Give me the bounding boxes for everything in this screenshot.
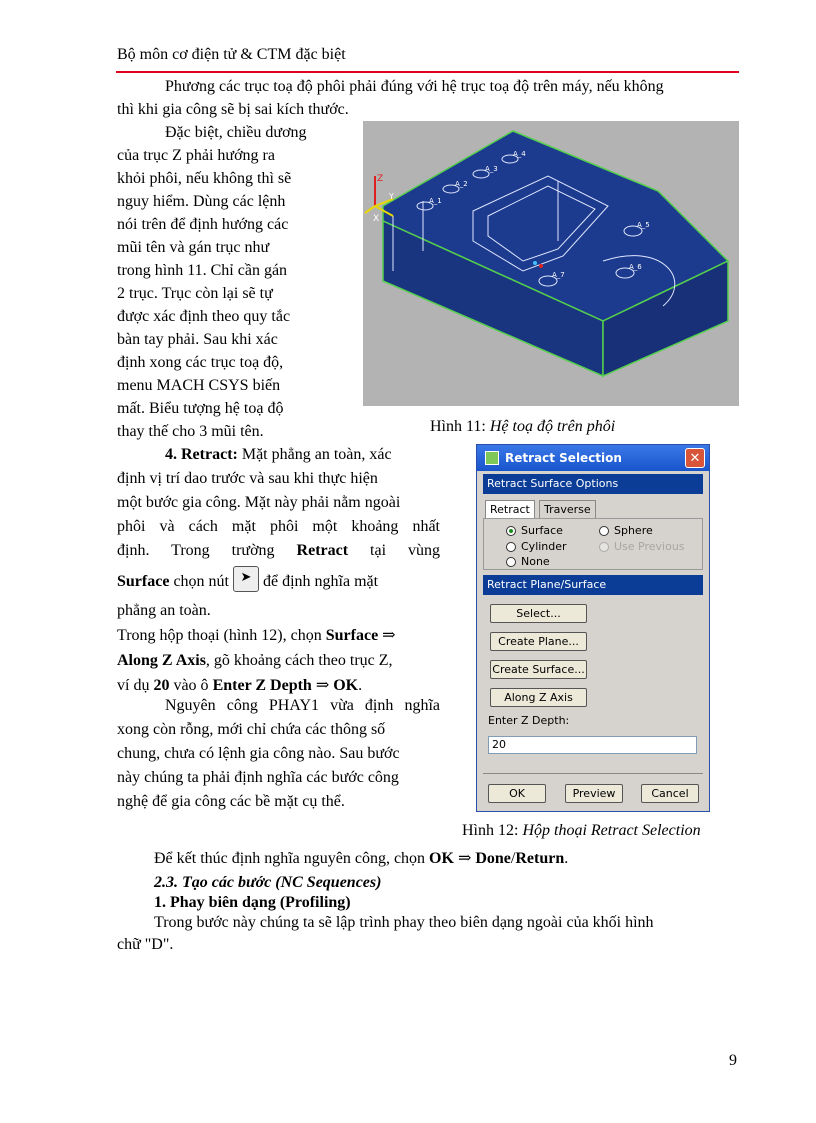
side-line: bàn tay phải. Sau khi xác xyxy=(117,331,278,348)
side-line: nói trên để định hướng các xyxy=(117,216,289,233)
text-run: Surface xyxy=(325,627,379,644)
side-line: trong hình 11. Chỉ cần gán xyxy=(117,262,288,279)
header-rule xyxy=(116,71,739,73)
phay-paragraph xyxy=(117,694,440,814)
para1-line2: thì khi gia công sẽ bị sai kích thước. xyxy=(117,101,349,118)
text-line: nghệ để gia công các bề mặt cụ thể. xyxy=(117,793,345,810)
hole-label: A_1 xyxy=(429,197,442,205)
retract-options-panel xyxy=(483,518,703,570)
figure-12-caption xyxy=(462,822,701,840)
z-depth-input[interactable]: 20 xyxy=(488,736,697,754)
caption-title: Hộp thoại Retract Selection xyxy=(522,822,701,839)
side-line: được xác định theo quy tắc xyxy=(117,308,291,325)
hole-label: A_3 xyxy=(485,165,498,173)
text-line: này chúng ta phải định nghĩa các bước công xyxy=(117,769,399,786)
text-run: tại vùng xyxy=(348,542,440,559)
text-run: , gõ khoảng cách theo trục Z, xyxy=(205,652,393,669)
text-run: chọn nút xyxy=(169,573,233,590)
text-run: Mặt phẳng an toàn, xác xyxy=(237,446,392,463)
text-line: Nguyên công PHAY1 vừa định nghĩa xyxy=(165,697,440,714)
dialog-titlebar xyxy=(477,445,709,471)
side-line: thay thế cho 3 mũi tên. xyxy=(117,423,264,440)
side-line: của trục Z phải hướng ra xyxy=(117,147,275,164)
side-line: Đặc biệt, chiều dương xyxy=(165,124,307,141)
app-icon xyxy=(485,451,499,465)
text-run: / xyxy=(510,850,516,867)
cancel-button[interactable]: Cancel xyxy=(641,784,699,803)
text-line: một bước gia công. Mặt này phải nằm ngoài xyxy=(117,494,401,511)
close-icon[interactable]: ✕ xyxy=(685,448,705,468)
text-run: OK xyxy=(333,677,359,694)
workpiece-drawing xyxy=(363,121,739,406)
hole-label: A_5 xyxy=(637,221,650,229)
pointer-arrow-icon: ➤ xyxy=(233,566,259,592)
side-line: nguy hiểm. Dùng các lệnh xyxy=(117,193,286,210)
end-line xyxy=(154,847,568,870)
text-run: Để kết thúc định nghĩa nguyên công, chọn xyxy=(154,850,430,867)
side-line: mất. Biểu tượng hệ toạ độ xyxy=(117,400,284,417)
text-run: vào ô xyxy=(169,677,213,694)
side-line: định xong các trục toạ độ, xyxy=(117,354,284,371)
text-run: . xyxy=(564,850,569,867)
z-axis-label: Z xyxy=(377,174,384,184)
text-line: phẳng an toàn. xyxy=(117,602,211,619)
radio-surface[interactable] xyxy=(506,526,516,536)
plane-surface-bar: Retract Plane/Surface xyxy=(483,575,703,595)
ok-button[interactable]: OK xyxy=(488,784,546,803)
create-surface-button[interactable]: Create Surface... xyxy=(490,660,587,679)
radio-use-previous xyxy=(599,542,609,552)
text-line: xong còn rỗng, mới chỉ chứa các thông số xyxy=(117,721,386,738)
text-run: OK xyxy=(429,850,454,867)
text-run: Trong hộp thoại (hình 12), chọn xyxy=(117,627,326,644)
text-run: ⇒ xyxy=(378,627,396,644)
preview-button[interactable]: Preview xyxy=(565,784,623,803)
side-line: khỏi phôi, nếu không thì sẽ xyxy=(117,170,292,187)
retract-selection-dialog xyxy=(476,444,710,812)
radio-label: Sphere xyxy=(614,524,653,537)
options-bar: Retract Surface Options xyxy=(483,474,703,494)
para1-line1: Phương các trục toạ độ phôi phải đúng với hệ trục toạ độ trên máy, nếu không xyxy=(165,78,664,95)
text-run: để định nghĩa mặt xyxy=(258,573,379,590)
text-line: định vị trí dao trước và sau khi thực hiện xyxy=(117,470,378,487)
body-line: Trong bước này chúng ta sẽ lập trình phay theo biên dạng ngoài của khối hình xyxy=(154,914,654,931)
subsection-heading: 1. Phay biên dạng (Profiling) xyxy=(154,894,351,911)
radio-cylinder[interactable] xyxy=(506,542,516,552)
text-run: 20 xyxy=(153,677,170,694)
caption-prefix: Hình 12: xyxy=(462,822,523,839)
text-run: ⇒ xyxy=(453,850,476,867)
body-line: chữ "D". xyxy=(117,936,174,953)
retract-paragraph xyxy=(117,443,440,698)
side-paragraph xyxy=(117,121,322,443)
tab-traverse[interactable]: Traverse xyxy=(539,500,596,519)
running-header: Bộ môn cơ điện tử & CTM đặc biệt xyxy=(117,46,346,63)
dialog-title: Retract Selection xyxy=(505,451,622,465)
hole-label: A_2 xyxy=(455,180,468,188)
side-line: mũi tên và gán trục như xyxy=(117,239,270,256)
text-run: định. Trong trường xyxy=(117,542,297,559)
x-axis-label: X xyxy=(373,214,380,224)
side-line: menu MACH CSYS biến xyxy=(117,377,281,394)
text-line: phôi và cách mặt phôi một khoảng nhất xyxy=(117,518,440,535)
side-line: 2 trục. Trục còn lại sẽ tự xyxy=(117,285,273,302)
text-line: chung, chưa có lệnh gia công nào. Sau bước xyxy=(117,745,400,762)
text-run: ⇒ xyxy=(311,677,334,694)
tab-retract[interactable]: Retract xyxy=(485,500,535,519)
retract-heading: 4. Retract: xyxy=(165,446,238,463)
text-run: Done xyxy=(475,850,511,867)
text-run: ví dụ xyxy=(117,677,154,694)
caption-prefix: Hình 11: xyxy=(430,418,490,435)
radio-label: Cylinder xyxy=(521,540,567,553)
radio-label: Use Previous xyxy=(614,540,685,553)
text-run: Along Z Axis xyxy=(117,652,206,669)
radio-label: None xyxy=(521,555,550,568)
radio-label: Surface xyxy=(521,524,563,537)
text-run: Enter Z Depth xyxy=(212,677,312,694)
create-plane-button[interactable]: Create Plane... xyxy=(490,632,587,651)
depth-label: Enter Z Depth: xyxy=(488,714,570,727)
text-run: Return xyxy=(515,850,565,867)
text-run: . xyxy=(358,677,363,694)
hole-label: A_6 xyxy=(629,263,642,271)
figure-11-caption xyxy=(430,418,615,436)
divider xyxy=(483,773,703,774)
radio-sphere[interactable] xyxy=(599,526,609,536)
select-button[interactable]: Select... xyxy=(490,604,587,623)
hole-label: A_4 xyxy=(513,150,526,158)
caption-title: Hệ toạ độ trên phôi xyxy=(489,418,616,435)
page-number: 9 xyxy=(729,1052,737,1069)
along-z-axis-button[interactable]: Along Z Axis xyxy=(490,688,587,707)
radio-none[interactable] xyxy=(506,557,516,567)
text-run: Retract xyxy=(296,542,349,559)
y-axis-label: Y xyxy=(389,192,394,201)
figure-11-cad-model xyxy=(363,121,739,406)
section-heading: 2.3. Tạo các bước (NC Sequences) xyxy=(154,874,382,891)
hole-label: A_7 xyxy=(552,271,565,279)
text-run: Surface xyxy=(117,573,170,590)
